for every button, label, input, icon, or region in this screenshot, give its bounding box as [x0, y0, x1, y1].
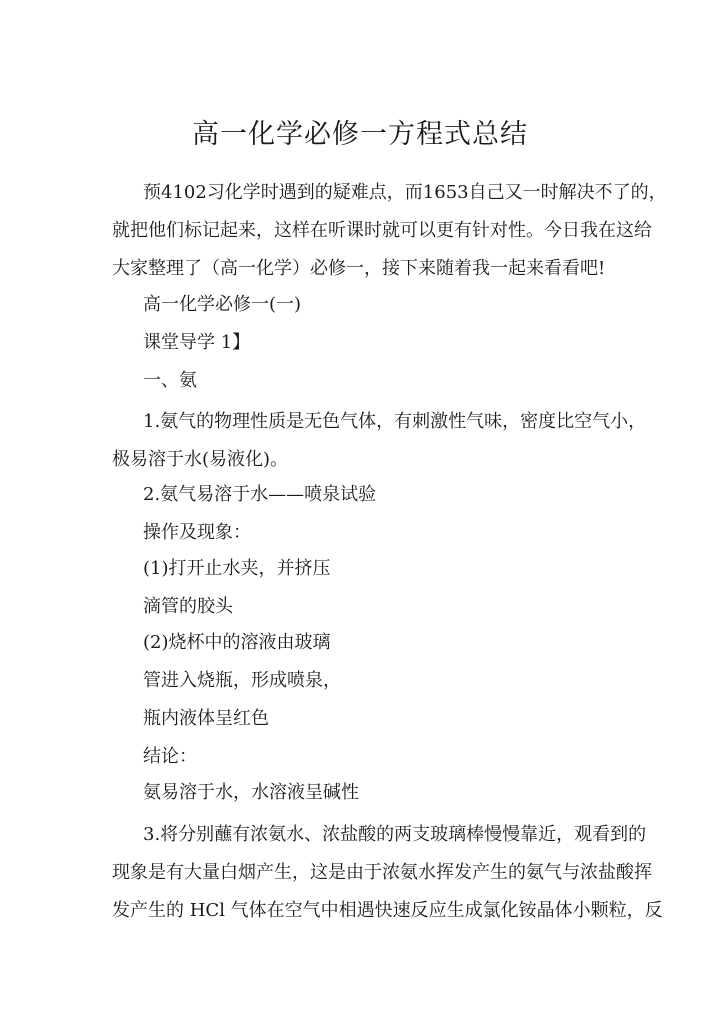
- point-1-paragraph: [112, 403, 647, 479]
- point-2: 2.氨气易溶于水——喷泉试验: [143, 484, 377, 505]
- intro-line-3: 大家整理了（高一化学）必修一，接下来随着我一起来看看吧!: [112, 258, 606, 279]
- operation-label: 操作及现象：: [143, 522, 251, 543]
- conclusion-label: 结论：: [143, 746, 197, 767]
- step-1-line-a: (1)打开止水夹，并挤压: [143, 558, 331, 579]
- point-3-line-1: 3.将分别蘸有浓氨水、浓盐酸的两支玻璃棒慢慢靠近，观看到的: [143, 824, 647, 845]
- step-2-line-c: 瓶内液体呈红色: [143, 708, 269, 729]
- step-1-line-b: 滴管的胶头: [143, 596, 233, 617]
- point-1-line-1: 1.氨气的物理性质是无色气体，有刺激性气味，密度比空气小，: [143, 411, 647, 432]
- point-3-line-2: 现象是有大量白烟产生，这是由于浓氨水挥发产生的氨气与浓盐酸挥: [112, 862, 652, 883]
- ammonia-heading: 一、氨: [143, 370, 197, 391]
- step-2-line-b: 管进入烧瓶，形成喷泉，: [143, 670, 341, 691]
- point-1-line-2: 极易溶于水(易液化)。: [112, 449, 289, 470]
- point-3-paragraph: [112, 816, 663, 930]
- document-title: 高一化学必修一方程式总结: [192, 119, 528, 150]
- intro-paragraph: [112, 174, 667, 288]
- intro-line-1: 预4102习化学时遇到的疑难点，而1653自己又一时解决不了的，: [143, 182, 667, 203]
- conclusion-text: 氨易溶于水，水溶液呈碱性: [143, 782, 359, 803]
- section-heading: 高一化学必修一(一): [143, 294, 302, 315]
- subheading: 课堂导学 1】: [143, 332, 251, 353]
- intro-line-2: 就把他们标记起来，这样在听课时就可以更有针对性。今日我在这给: [112, 220, 652, 241]
- step-2-line-a: (2)烧杯中的溶液由玻璃: [143, 632, 331, 653]
- point-3-line-3: 发产生的 HCl 气体在空气中相遇快速反应生成氯化铵晶体小颗粒，反: [112, 900, 663, 921]
